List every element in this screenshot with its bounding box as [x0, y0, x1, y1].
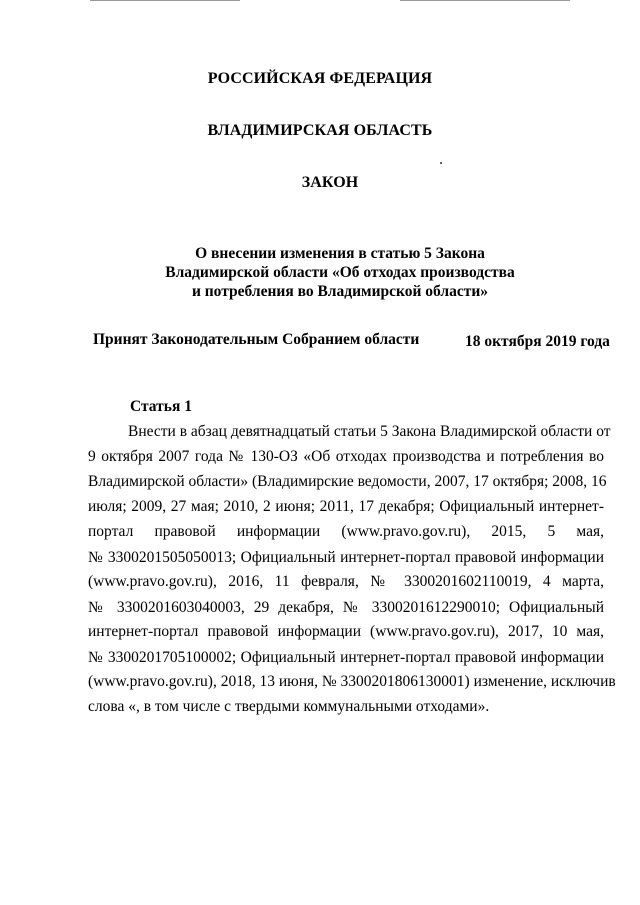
article-line: слова «, в том числе с твердыми коммунальными отходами».: [88, 698, 490, 715]
law-title-line: и потребления во Владимирской области»: [191, 283, 489, 300]
article-line: Владимирской области» (Владимирские ведомости, 2007, 17 октября; 2008, 16: [88, 473, 607, 490]
article-line: Внести в абзац девятнадцатый статьи 5 Закона Владимирской области от: [128, 423, 611, 440]
article-line: (www.pravo.gov.ru), 2016, 11 февраля, № 3300201602110019, 4 марта,: [88, 573, 604, 590]
article-line: портал правовой информации (www.pravo.gov.ru), 2015, 5 мая,: [88, 523, 604, 540]
scan-speck: [440, 162, 442, 164]
article-line: № 3300201603040003, 29 декабря, № 3300201612290010; Официальный: [88, 599, 604, 616]
scan-edge-line: [90, 0, 240, 1]
scan-edge-line: [400, 0, 570, 1]
law-title-line: О внесении изменения в статью 5 Закона: [195, 245, 485, 262]
law-title-line: Владимирской области «Об отходах производства: [165, 264, 515, 281]
adopted-date: 18 октября 2019 года: [465, 333, 610, 350]
law-title: [150, 244, 530, 301]
article-line: интернет-портал правовой информации (www.pravo.gov.ru), 2017, 10 мая,: [88, 623, 604, 640]
article-line: (www.pravo.gov.ru), 2018, 13 июня, № 3300201806130001) изменение, исключив: [88, 673, 616, 690]
country-heading: РОССИЙСКАЯ ФЕДЕРАЦИЯ: [207, 70, 433, 87]
doc-type-heading: ЗАКОН: [301, 174, 359, 191]
adopted-by: Принят Законодательным Собранием области: [93, 331, 420, 348]
article-line: № 3300201705100002; Официальный интернет-портал правовой информации: [88, 649, 604, 666]
region-heading: ВЛАДИМИРСКАЯ ОБЛАСТЬ: [207, 122, 433, 139]
article-heading: Статья 1: [130, 398, 192, 415]
article-line: июля; 2009, 27 мая; 2010, 2 июня; 2011, 17 декабря; Официальный интернет-: [88, 498, 604, 515]
article-line: № 3300201505050013; Официальный интернет-портал правовой информации: [88, 549, 604, 566]
article-line: 9 октября 2007 года № 130-ОЗ «Об отходах производства и потребления во: [88, 448, 604, 465]
